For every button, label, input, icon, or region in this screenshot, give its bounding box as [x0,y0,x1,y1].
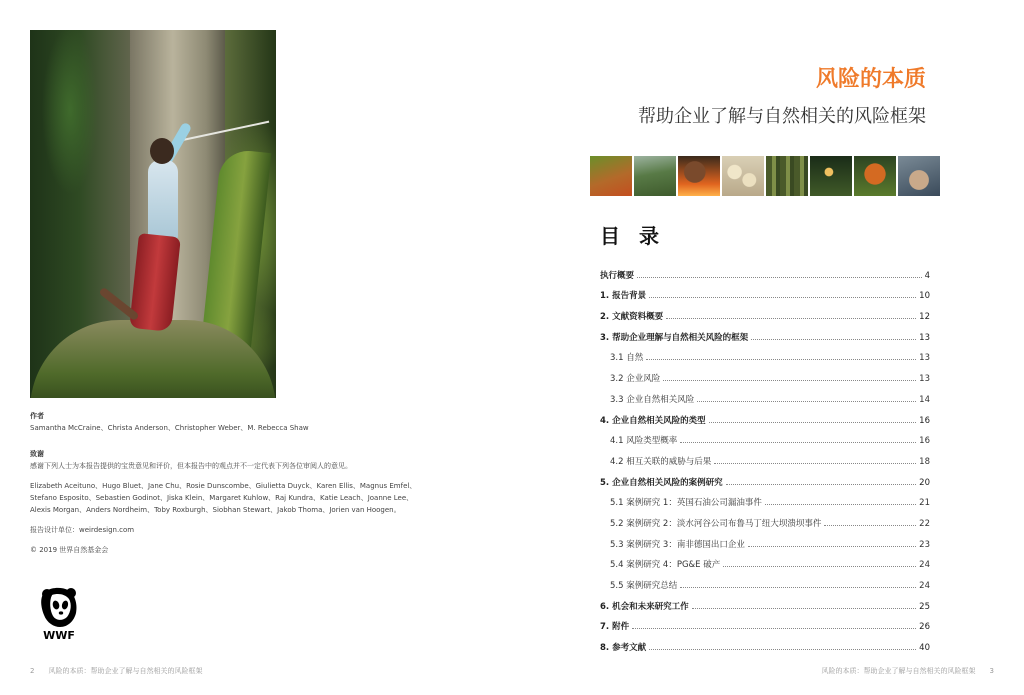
thumb-orangutan [854,156,896,196]
toc-dot-leader [649,297,916,298]
toc-entry[interactable] [600,426,930,447]
toc-entry-page: 13 [919,353,930,364]
wwf-logo-text: WWF [43,629,75,642]
toc-dot-leader [751,339,916,340]
toc-dot-leader [646,359,916,360]
toc-entry-label: 5.1 案例研究 1：英国石油公司漏油事件 [610,498,762,509]
toc-entry-label: 2. 文献资料概要 [600,312,664,323]
person-head [150,138,174,164]
reviewers-list: Elizabeth Aceituno、Hugo Bluet、Jane Chu、Rosie Dunscombe、Giulietta Duyck、Karen Ellis、Magnus Emfel、Stefano Esposito、Sebastien Godinot、Jiska Klein、Margaret Kuhlow、Raj Kundra、Katie Leach、Joanne Lee、Alexis Morgan、Anders Nordheim、Toby Roxburgh、Siobhan Stewart、Jakob Thoma、Jorien van Hoogen。 [30,482,417,514]
wwf-panda-logo [38,585,80,643]
toc-entry[interactable] [600,363,930,384]
toc-entry-label: 1. 报告背景 [600,291,647,302]
toc-entry[interactable] [600,301,930,322]
toc-entry-page: 12 [919,312,930,323]
right-page [512,0,1024,695]
toc-entry-label: 5.2 案例研究 2：淡水河谷公司布鲁马丁纽大坝溃坝事件 [610,518,822,529]
toc-entry-page: 22 [919,518,930,529]
toc-entry-page: 24 [919,560,930,571]
toc-dot-leader [666,318,916,319]
thanks-text: 感谢下列人士为本报告提供的宝贵意见和评价，但本报告中的观点并不一定代表下列各位审阅人的意见。 [30,462,352,470]
cover-photo-tree-climber [30,30,276,398]
toc-dot-leader [765,504,916,505]
toc-entry-page: 23 [919,539,930,550]
toc-dot-leader [714,463,916,464]
toc-dot-leader [748,546,916,547]
toc-entry[interactable] [600,467,930,488]
toc-dot-leader [632,628,916,629]
thumb-hand-seeds [898,156,940,196]
toc-entry[interactable] [600,570,930,591]
toc-entry-label: 7. 附件 [600,622,630,633]
toc-entry-page: 16 [919,436,930,447]
design-credit: 报告设计单位：weirdesign.com [30,526,135,534]
toc-entry-page: 40 [919,643,930,654]
toc-entry-label: 3. 帮助企业理解与自然相关风险的框架 [600,332,749,343]
toc-entry-page: 13 [919,374,930,385]
thumb-bee [810,156,852,196]
copyright: © 2019 世界自然基金会 [30,546,109,554]
thumb-cotton [722,156,764,196]
toc-entry-label: 5.5 案例研究总结 [610,581,678,591]
authors-heading: 作者 [30,412,44,420]
toc-dot-leader [680,442,916,443]
running-title: 风险的本质：帮助企业了解与自然相关的风险框架 [821,667,976,675]
toc-entry-label: 4.2 相互关联的威胁与后果 [610,456,712,467]
toc-entry-label: 3.2 企业风险 [610,374,661,385]
credits-block [30,410,430,556]
toc-entry-label: 4. 企业自然相关风险的类型 [600,415,706,426]
toc-entry-page: 4 [924,270,930,281]
toc-dot-leader [824,525,916,526]
toc-entry-label: 3.3 企业自然相关风险 [610,394,695,405]
toc-entry[interactable] [600,632,930,653]
toc-dot-leader [692,608,917,609]
toc-entry[interactable] [600,488,930,509]
toc-entry-label: 6. 机会和未来研究工作 [600,601,689,612]
toc-heading: 目 录 [600,224,665,248]
authors-list: Samantha McCraine、Christa Anderson、Christopher Weber、M. Rebecca Shaw [30,424,309,432]
right-footer [808,666,994,676]
panda-icon [38,585,80,629]
report-subtitle: 帮助企业了解与自然相关的风险框架 [638,106,926,127]
toc-entry-label: 执行概要 [600,270,635,281]
toc-entry-page: 21 [919,498,930,509]
toc-entry[interactable] [600,591,930,612]
thumb-water-channel [634,156,676,196]
thanks-heading: 致谢 [30,450,44,458]
toc-entry-label: 5.4 案例研究 4：PG&E 破产 [610,560,721,571]
toc-entry-label: 8. 参考文献 [600,643,647,654]
toc-entry-page: 13 [919,332,930,343]
thumb-worker-fire [678,156,720,196]
person-shirt [148,160,178,240]
toc-entry[interactable] [600,446,930,467]
toc-entry-page: 14 [919,394,930,405]
toc-dot-leader [649,649,916,650]
toc-entry-page: 10 [919,291,930,302]
toc-entry[interactable] [600,322,930,343]
toc-entry[interactable] [600,550,930,571]
toc-entry-label: 5.3 案例研究 3：南非德国出口企业 [610,539,745,550]
toc-dot-leader [709,422,917,423]
toc-dot-leader [663,380,916,381]
toc-entry-page: 26 [919,622,930,633]
toc-dot-leader [680,587,916,588]
thumb-palm-plantation [590,156,632,196]
report-title: 风险的本质 [815,67,926,92]
page-number: 2 [30,667,35,675]
photo-strip [590,156,940,196]
toc-entry-label: 4.1 风险类型概率 [610,436,678,447]
toc-entry-label: 5. 企业自然相关风险的案例研究 [600,477,723,488]
toc-entry[interactable] [600,405,930,426]
toc-entry-page: 20 [919,477,930,488]
toc-entry[interactable] [600,281,930,302]
running-title: 风险的本质：帮助企业了解与自然相关的风险框架 [48,667,203,675]
table-of-contents [600,260,930,653]
toc-entry-page: 16 [919,415,930,426]
toc-entry-page: 18 [919,456,930,467]
toc-entry[interactable] [600,529,930,550]
toc-dot-leader [697,401,916,402]
toc-entry[interactable] [600,612,930,633]
toc-entry[interactable] [600,260,930,281]
toc-entry[interactable] [600,384,930,405]
toc-entry[interactable] [600,343,930,364]
page-number: 3 [989,667,994,675]
toc-entry-label: 3.1 自然 [610,353,644,364]
toc-entry-page: 25 [919,601,930,612]
thumb-forest [766,156,808,196]
toc-dot-leader [637,277,922,278]
left-footer [30,666,216,676]
toc-entry[interactable] [600,508,930,529]
toc-entry-page: 24 [919,581,930,591]
toc-dot-leader [723,566,916,567]
toc-dot-leader [726,484,917,485]
